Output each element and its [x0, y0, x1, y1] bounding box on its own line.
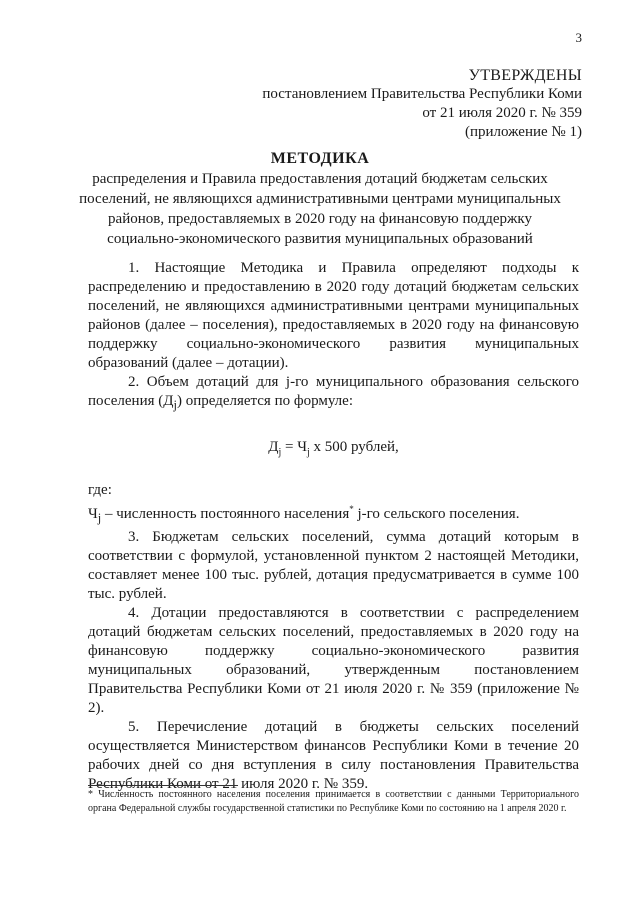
paragraph-4: 4. Дотации предоставляются в соответствии с распределением дотаций бюджетам сельских поселений, предоставляемых в 2020 году на финансовую поддержку социально-экономического развития муниципальных образований, утвержденным постановлением Правительства Республики Коми от 21 июля 2020 г. № 359 (приложение № 2). — [88, 605, 579, 716]
paragraph-2 — [88, 373, 579, 415]
approval-line-3: (приложение № 1) — [464, 124, 582, 140]
page-number: 3 — [575, 30, 582, 45]
footnote-divider — [88, 785, 238, 786]
formula-d-subscript: j — [278, 447, 282, 458]
definition-line — [88, 500, 579, 528]
formula — [88, 438, 579, 462]
paragraph-2-subscript: j — [173, 398, 177, 412]
document-subtitle: распределения и Правила предоставления дотаций бюджетам сельских поселений, не являющихся административными центрами муниципальных районов, предоставляемых в 2020 году на финансовую поддержку социально-экономического развития муниципальных образований — [79, 171, 561, 247]
approval-line-2: от 21 июля 2020 г. № 359 — [422, 105, 582, 121]
approval-line-1: постановлением Правительства Республики Коми — [262, 86, 582, 102]
approval-block — [262, 66, 582, 142]
where-label: где: — [88, 482, 112, 498]
formula-d: Д — [268, 439, 279, 455]
definition-text-a: – численность постоянного населения — [101, 506, 350, 522]
paragraph-1: 1. Настоящие Методика и Правила определяют подходы к распределению и предоставлению в 2020 году дотаций бюджетам сельских поселений, не являющихся административными центрами муниципальных районов (далее – поселения), предоставляемых в 2020 году на финансовую поддержку социально-экономического развития муниципальных образований (далее – дотации). — [88, 260, 579, 371]
formula-ch-subscript: j — [306, 447, 310, 458]
formula-mid: = Ч — [281, 439, 307, 455]
formula-rest: х 500 рублей, — [309, 439, 399, 455]
paragraph-5: 5. Перечисление дотаций в бюджеты сельских поселений осуществляется Министерством финансов Республики Коми в течение 20 рабочих дней со дня вступления в силу постановления Правительства Республики Коми от 21 июля 2020 г. № 359. — [88, 719, 579, 792]
document-title: МЕТОДИКА — [270, 150, 370, 167]
document-body — [88, 259, 579, 794]
paragraph-2-text-b: ) определяется по формуле: — [176, 393, 353, 409]
definition-text-b: j-го сельского поселения. — [353, 506, 520, 522]
paragraph-3: 3. Бюджетам сельских поселений, сумма дотаций которым в соответствии с формулой, установленной пунктом 2 настоящей Методики, составляет менее 100 тыс. рублей, дотация предусматривается в сумме 100 тыс. рублей. — [88, 529, 579, 602]
paragraph-2-text-a: 2. Объем дотаций для j-го муниципального образования сельского поселения (Д — [88, 374, 579, 409]
footnote: * Численность постоянного населения поселения принимается в соответствии с данными Территориального органа Федеральной службы государственной статистики по Республике Коми по состоянию на 1 апреля 2020 г. — [88, 789, 579, 814]
approval-heading: УТВЕРЖДЕНЫ — [468, 67, 582, 84]
definition-subscript: j — [97, 511, 102, 525]
footnote-marker: * — [349, 504, 354, 514]
definition-ch: Ч — [88, 506, 98, 522]
